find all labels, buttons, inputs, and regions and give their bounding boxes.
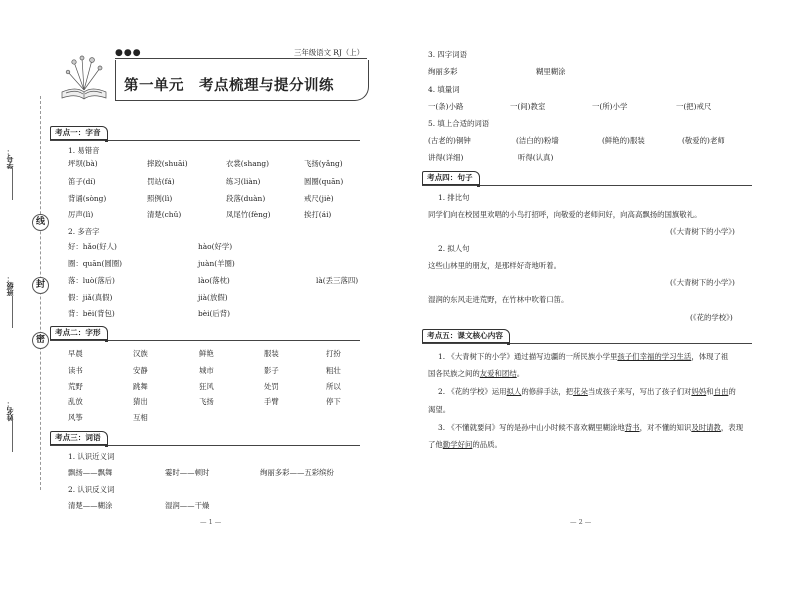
s1r2c2: 罚站(fá) — [147, 177, 175, 186]
s2r4c1: 乱放 — [68, 397, 83, 406]
open-book-illustration — [56, 54, 112, 104]
s2r1c4: 服装 — [264, 349, 279, 358]
header-dots: ●●● — [115, 48, 142, 58]
s1r1c1: 坪坝(bà) — [68, 159, 98, 168]
s1r2c4: 圆圈(quān) — [304, 177, 344, 186]
s2r2c4: 影子 — [264, 366, 279, 375]
s2r2c1: 读书 — [68, 366, 83, 375]
s2r4c3: 飞扬 — [199, 397, 214, 406]
syn1: 飘扬——飘舞 — [68, 468, 113, 477]
s1r3c1: 背诵(sòng) — [68, 194, 107, 203]
s2r1c3: 鲜艳 — [199, 349, 214, 358]
s2r3c2: 跳舞 — [133, 382, 148, 391]
ant2: 湿润——干燥 — [165, 501, 210, 510]
s1r5c1: 好：hǎo(好人) — [68, 242, 117, 251]
sec4-tag: 考点四：句子 — [422, 171, 480, 185]
s2r1c2: 汉族 — [133, 349, 148, 358]
s1r3c3: 段落(duàn) — [226, 194, 266, 203]
name-label: 姓名： — [5, 400, 14, 421]
sec2-tag: 考点二：字形 — [50, 326, 108, 340]
fit5: 讲得(详细) — [428, 153, 464, 162]
student-number-label: 学号： — [5, 148, 14, 169]
s2r3c5: 所以 — [326, 382, 341, 391]
fit2: (洁白的)粉墙 — [516, 136, 559, 145]
sub3: 3. 四字词语 — [428, 50, 467, 59]
syn2: 霎时——顿时 — [165, 468, 210, 477]
s2r4c4: 手臂 — [264, 397, 279, 406]
sub4: 4. 填量词 — [428, 85, 460, 94]
sec1-sub1: 1. 易错音 — [68, 146, 100, 155]
source-1: (《大青树下的小学》) — [670, 227, 735, 236]
core-p3-line2: 了他勤学好问的品质。 — [428, 440, 502, 449]
s1r7c2: lào(落枕) — [198, 276, 230, 285]
fit6: 听得(认真) — [518, 153, 554, 162]
s1r5c2: hào(好学) — [198, 242, 233, 251]
ant1: 清楚——糊涂 — [68, 501, 113, 510]
s1r7c1: 落：luò(落后) — [68, 276, 115, 285]
s2r4c2: 猜出 — [133, 397, 148, 406]
core-p2-line2: 渴望。 — [428, 405, 451, 414]
source-3: (《花的学校》) — [690, 313, 733, 322]
four1: 绚丽多彩 — [428, 67, 458, 76]
sec3-sub2: 2. 认识反义词 — [68, 485, 115, 494]
sec2-rule — [50, 340, 360, 341]
sec4-sub1: 1. 排比句 — [438, 193, 470, 202]
page-number-1: — 1 — — [200, 518, 222, 526]
s1r8c2: jià(放假) — [198, 293, 228, 302]
binding-margin — [0, 0, 46, 589]
sec5-tag: 考点五：课文核心内容 — [422, 329, 510, 343]
s1r4c2: 清楚(chǔ) — [147, 210, 182, 219]
sec4-sub2: 2. 拟人句 — [438, 244, 470, 253]
s1r6c2: juàn(羊圈) — [198, 259, 235, 268]
fit1: (古老的)铜钟 — [428, 136, 471, 145]
sentence-parallel: 同学们向在校园里欢唱的小鸟打招呼，向敬爱的老师问好，向高高飘扬的国旗敬礼。 — [428, 210, 702, 219]
sec5-rule — [422, 343, 752, 344]
s2r3c4: 处罚 — [264, 382, 279, 391]
seal-line-mark: 线 — [32, 214, 49, 231]
source-2: (《大青树下的小学》) — [670, 278, 735, 287]
sec1-rule — [50, 140, 360, 141]
s1r6c1: 圈：quān(圆圈) — [68, 259, 122, 268]
s2r3c1: 荒野 — [68, 382, 83, 391]
s2r2c3: 城市 — [199, 366, 214, 375]
mw1: 一(条)小路 — [428, 102, 464, 111]
s1r1c3: 衣裳(shang) — [226, 159, 269, 168]
s2r2c2: 安静 — [133, 366, 148, 375]
header-rule — [115, 58, 367, 59]
s1r2c1: 笛子(dí) — [68, 177, 96, 186]
seal-secret-mark: 密 — [32, 332, 49, 349]
grade-label: 三年级语文 RJ（上） — [294, 48, 365, 57]
page-number-2: — 2 — — [570, 518, 592, 526]
core-p1-line1: 1. 《大青树下的小学》通过描写边疆的一所民族小学里孩子们幸福的学习生活，体现了祖 — [438, 352, 729, 361]
s2r2c5: 粗壮 — [326, 366, 341, 375]
sentence-personify-2: 湿润的东风走进荒野，在竹林中吹着口笛。 — [428, 295, 569, 304]
s1r7c3: là(丢三落四) — [316, 276, 359, 285]
sec3-tag: 考点三：词语 — [50, 431, 108, 445]
s2r5c2: 互相 — [133, 413, 148, 422]
four2: 糊里糊涂 — [536, 67, 566, 76]
s1r3c4: 戒尺(jiè) — [304, 194, 334, 203]
sec1-tag: 考点一：字音 — [50, 126, 108, 140]
s1r4c4: 挨打(ái) — [304, 210, 332, 219]
syn3: 绚丽多彩——五彩缤纷 — [260, 468, 334, 477]
s1r9c1: 背：bēi(背包) — [68, 309, 115, 318]
class-blank[interactable] — [12, 296, 13, 328]
s1r1c4: 飞扬(yǎng) — [304, 159, 343, 168]
sec3-sub1: 1. 认识近义词 — [68, 452, 115, 461]
s1r3c2: 照例(lì) — [147, 194, 173, 203]
s1r4c3: 凤尾竹(fèng) — [226, 210, 271, 219]
s1r2c3: 练习(liàn) — [226, 177, 261, 186]
student-number-blank[interactable] — [12, 168, 13, 200]
sec1-sub2: 2. 多音字 — [68, 227, 100, 236]
sec4-rule — [422, 185, 752, 186]
class-label: 班级： — [5, 275, 14, 296]
mw2: 一(间)教室 — [510, 102, 546, 111]
sub5: 5. 填上合适的词语 — [428, 119, 490, 128]
s2r3c3: 狂风 — [199, 382, 214, 391]
fit4: (敬爱的)老师 — [682, 136, 725, 145]
s1r9c2: bèi(后背) — [198, 309, 231, 318]
sec3-rule — [50, 445, 360, 446]
fit3: (鲜艳的)服装 — [602, 136, 645, 145]
mw3: 一(所)小学 — [592, 102, 628, 111]
s2r1c1: 早晨 — [68, 349, 83, 358]
core-p2-line1: 2. 《花的学校》运用拟人的修辞手法，把花朵当成孩子来写，写出了孩子们对妈妈和自由的 — [438, 387, 736, 396]
s1r8c1: 假：jiǎ(真假) — [68, 293, 113, 302]
s2r5c1: 风筝 — [68, 413, 83, 422]
s2r4c5: 停下 — [326, 397, 341, 406]
core-p1-line2: 国各民族之间的友爱和团结。 — [428, 369, 525, 378]
page-title: 第一单元 考点梳理与提分训练 — [124, 78, 334, 94]
seal-seal-mark: 封 — [32, 277, 49, 294]
s1r4c1: 厉声(lì) — [68, 210, 94, 219]
sentence-personify-1: 这些山林里的朋友，是那样好奇地听着。 — [428, 261, 562, 270]
s2r1c5: 打扮 — [326, 349, 341, 358]
s1r1c2: 摔跤(shuāi) — [147, 159, 188, 168]
core-p3-line1: 3. 《不懂就要问》写的是孙中山小时候不喜欢糊里糊涂地背书，对不懂的知识及时请教，表现 — [438, 423, 744, 432]
mw4: 一(把)戒尺 — [676, 102, 712, 111]
name-blank[interactable] — [12, 420, 13, 452]
